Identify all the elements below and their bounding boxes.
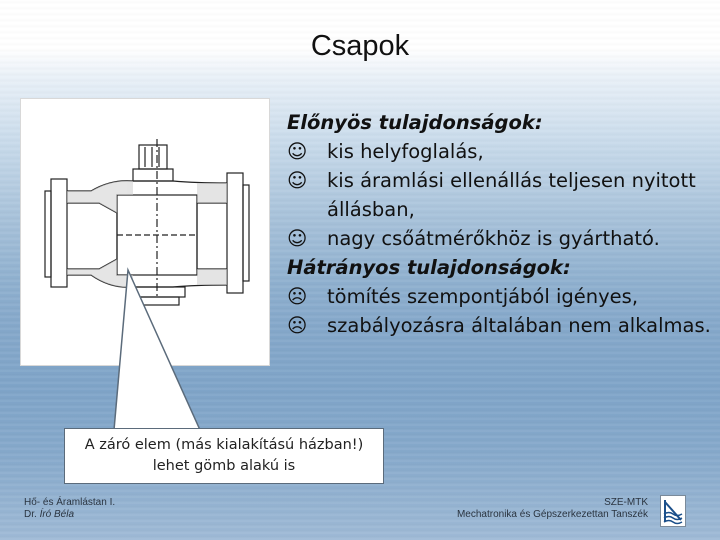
advantage-text: kis helyfoglalás, [327,140,484,163]
author-line [24,509,115,521]
disadvantage-item [287,311,717,340]
advantage-item [287,137,717,166]
sad-face-icon: ☹ [287,285,308,308]
department-name: Mechatronika és Gépszerkezettan Tanszék [456,509,648,520]
disadvantage-item [287,282,717,311]
footer-org-info [457,497,648,521]
department-logo-icon [660,495,686,527]
disadvantage-text: szabályozásra általában nem alkalmas. [327,314,711,337]
advantage-text: kis áramlási ellenállás teljesen nyitott állásban, [327,169,696,221]
disadvantage-text: tömítés szempontjából igényes, [327,285,639,308]
smiley-face-icon: ☺ [287,140,308,163]
callout-line: A záró elem (más kialakítású házban!) [84,437,364,453]
slide-title: Csapok [310,30,410,62]
advantages-heading: Előnyös tulajdonságok: [287,111,543,134]
smiley-face-icon: ☺ [287,169,308,192]
valve-cross-section-drawing [20,98,270,366]
org-name: SZE-MTK [604,497,648,508]
author-name: Író Béla [39,509,75,520]
callout-box [64,428,384,484]
author-prefix: Dr. [24,509,40,520]
callout-line: lehet gömb alakú is [152,458,296,474]
advantage-item [287,166,717,224]
advantage-item [287,224,717,253]
properties-text [287,108,717,340]
course-name: Hő- és Áramlástan I. [24,497,116,508]
sad-face-icon: ☹ [287,314,308,337]
disadvantages-heading: Hátrányos tulajdonságok: [287,256,571,279]
smiley-face-icon: ☺ [287,227,308,250]
footer-course-info [24,497,115,521]
advantage-text: nagy csőátmérőkhöz is gyártható. [327,227,660,250]
